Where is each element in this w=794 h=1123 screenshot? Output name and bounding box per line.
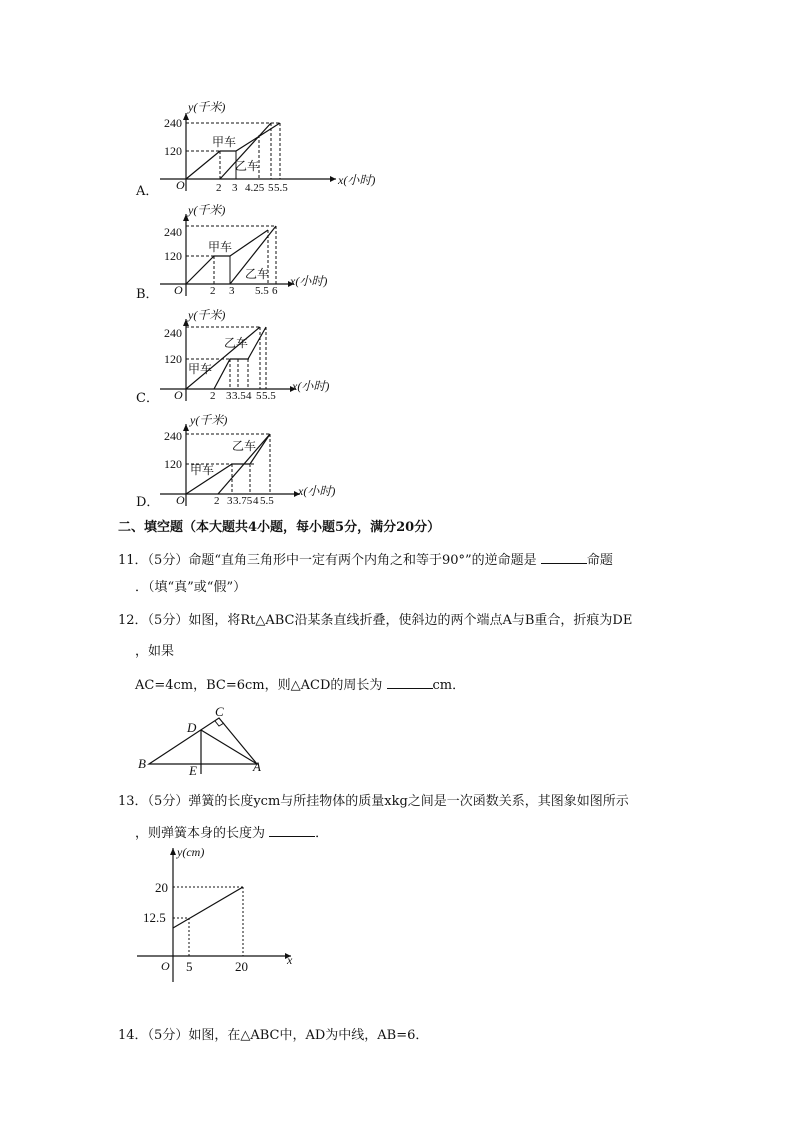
tick-240: 240 (164, 225, 182, 239)
q13-line-graph (135, 842, 305, 988)
question-13-line2: ，则弹簧本身的长度为 ． (135, 826, 329, 841)
vertex-d: D (187, 720, 197, 735)
origin-label: O (161, 959, 170, 973)
tick-5: 5 (268, 182, 274, 194)
jia-label: 甲车 (212, 135, 237, 149)
question-number: 13．（5分） (118, 794, 189, 809)
q12-triangle-figure (135, 702, 275, 778)
jia-line (186, 123, 280, 179)
tick-20-x: 20 (235, 959, 248, 974)
option-b-label: B． (136, 287, 159, 302)
question-number: 11．（5分） (118, 553, 189, 568)
origin-label: O (174, 388, 183, 402)
tick-3.75: 3.75 (233, 495, 253, 507)
y-axis-label: y(千米) (190, 413, 228, 427)
tick-2: 2 (216, 182, 222, 194)
y-axis-label: y(千米) (188, 100, 226, 114)
tick-2: 2 (210, 285, 216, 297)
origin-label: O (176, 178, 185, 192)
jia-label: 甲车 (190, 463, 215, 477)
question-12-line1: 12．（5分）如图，将Rt△ABC沿某条直线折叠，使斜边的两个端点A与B重合，折痕为DE (118, 613, 633, 628)
tick-120: 120 (164, 352, 182, 366)
y-axis-arrow-icon (183, 424, 189, 431)
question-11-line2: ．（填“真”或“假”） (135, 580, 247, 595)
y-axis-arrow-icon (183, 113, 189, 120)
tick-5: 5 (256, 390, 262, 402)
x-axis-label: x(小时) (290, 274, 328, 288)
vertex-b: B (138, 756, 146, 771)
answer-blank[interactable] (387, 676, 433, 689)
tick-6: 6 (272, 285, 278, 297)
answer-blank[interactable] (269, 824, 315, 837)
x-axis-arrow-icon (330, 176, 336, 182)
tick-2: 2 (210, 390, 216, 402)
jia-label: 甲车 (188, 362, 213, 376)
option-d-graph[interactable] (160, 410, 350, 510)
tick-4.25: 4.25 (245, 182, 265, 194)
tick-4: 4 (246, 390, 252, 402)
tick-3: 3 (227, 495, 233, 507)
option-c-label: C． (136, 391, 159, 406)
yi-label: 乙车 (245, 267, 270, 281)
y-axis-label: y(千米) (188, 203, 226, 217)
question-number: 14．（5分） (118, 1028, 189, 1043)
y-axis-arrow-icon (170, 848, 176, 855)
tick-3: 3 (232, 182, 238, 194)
y-axis-label: y(cm) (177, 845, 205, 859)
yi-label: 乙车 (232, 439, 257, 453)
tick-120: 120 (164, 249, 182, 263)
jia-label: 甲车 (208, 240, 233, 254)
tick-3.5: 3.5 (232, 390, 246, 402)
vertex-c: C (215, 704, 224, 719)
answer-blank[interactable] (541, 551, 587, 564)
section-heading: 二、填空题（本大题共4小题，每小题5分，满分20分） (118, 520, 441, 535)
option-a-graph[interactable] (160, 95, 376, 195)
tick-120: 120 (164, 144, 182, 158)
option-d-label: D． (136, 495, 160, 510)
question-11-line1: 11．（5分）命题“直角三角形中一定有两个内角之和等于90°”的逆命题是 命题 (118, 553, 613, 568)
tick-5.5: 5.5 (262, 390, 276, 402)
question-14-line1: 14．（5分）如图，在△ABC中，AD为中线，AB=6． (118, 1028, 429, 1043)
question-12-line2: ，如果 (135, 644, 175, 659)
tick-5.5: 5.5 (260, 495, 274, 507)
yi-label: 乙车 (235, 159, 260, 173)
tick-2: 2 (214, 495, 220, 507)
tick-240: 240 (164, 429, 182, 443)
tick-4: 4 (253, 495, 259, 507)
option-a-label: A． (136, 184, 159, 199)
origin-label: O (176, 493, 185, 507)
tick-240: 240 (164, 116, 182, 130)
option-c-graph[interactable] (160, 305, 350, 405)
vertex-a: A (253, 759, 261, 774)
x-axis-label: x(小时) (338, 173, 376, 187)
tick-5.5: 5.5 (255, 285, 269, 297)
x-axis-label: x (287, 953, 293, 967)
tick-20: 20 (155, 880, 168, 895)
tick-120: 120 (164, 457, 182, 471)
tick-3: 3 (226, 390, 232, 402)
vertex-e: E (189, 763, 197, 778)
question-number: 12．（5分） (118, 613, 189, 628)
tick-240: 240 (164, 326, 182, 340)
question-13-line1: 13．（5分）弹簧的长度ycm与所挂物体的质量xkg之间是一次函数关系，其图象如图所示 (118, 794, 629, 809)
tick-12.5: 12.5 (143, 910, 166, 925)
question-12-line3: AC=4cm，BC=6cm，则△ACD的周长为 cm． (135, 678, 466, 693)
tick-5.5: 5.5 (274, 182, 288, 194)
y-axis-label: y(千米) (188, 308, 226, 322)
yi-label: 乙车 (224, 336, 249, 350)
option-b-graph[interactable] (160, 200, 350, 300)
x-axis-label: x(小时) (292, 379, 330, 393)
tick-3: 3 (229, 285, 235, 297)
x-axis-label: x(小时) (298, 484, 336, 498)
origin-label: O (174, 283, 183, 297)
graph-line (173, 887, 243, 928)
tick-5: 5 (186, 959, 193, 974)
